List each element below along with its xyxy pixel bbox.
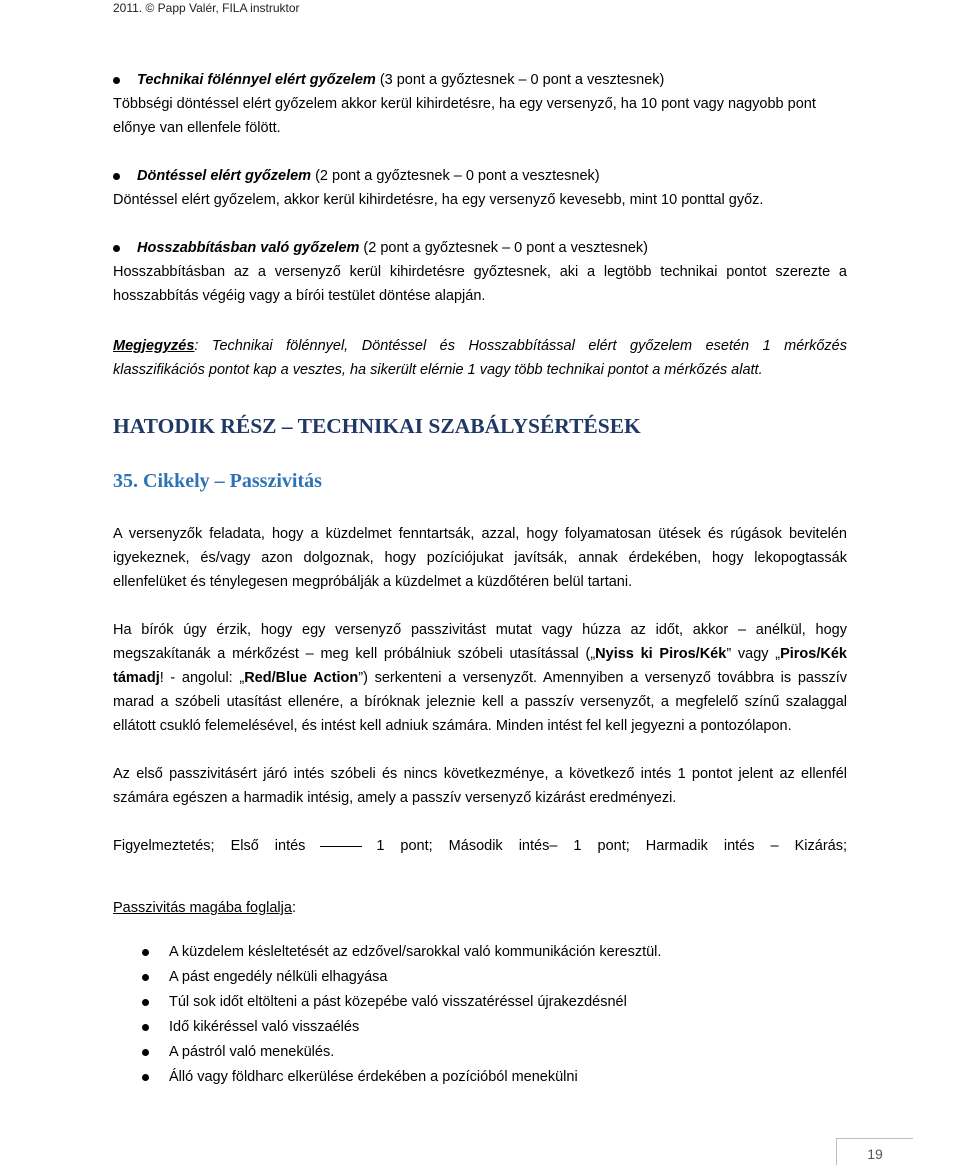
warning-line <box>113 834 847 858</box>
bullet-heading <box>137 164 847 188</box>
note-paragraph <box>113 334 847 382</box>
list-item-text: Idő kikéréssel való visszaélés <box>169 1019 360 1035</box>
list-heading-text: Passzivitás magába foglalja <box>113 900 292 916</box>
bullet-icon <box>142 1074 149 1081</box>
warning-rest: 1 pont; Második intés– 1 pont; Harmadik intés – Kizárás; <box>376 838 847 854</box>
list-item <box>113 1015 847 1040</box>
list-item-text: A pást engedély nélküli elhagyása <box>169 969 388 985</box>
bullet-icon <box>142 999 149 1006</box>
note-label: Megjegyzés <box>113 338 195 354</box>
command-red-blue-open: Nyiss ki Piros/Kék <box>595 646 727 662</box>
list-heading-colon: : <box>291 900 296 916</box>
bullet-icon <box>113 245 120 252</box>
bullet-text: Hosszabbításban az a versenyző kerül kihirdetésre győztesnek, aki a legtöbb technikai pontot szerezte a hosszabbítás végéig vagy a bírói testület döntése alapján. <box>113 264 847 304</box>
dash-separator <box>320 846 362 847</box>
bullet-decision <box>113 164 847 188</box>
bullet-points: (2 pont a győztesnek – 0 pont a vesztesnek) <box>359 240 648 256</box>
command-red-blue-action: Red/Blue Action <box>244 670 359 686</box>
part-title: HATODIK RÉSZ – TECHNIKAI SZABÁLYSÉRTÉSEK <box>113 414 641 438</box>
list-item <box>113 990 847 1015</box>
document-body <box>113 68 847 1090</box>
paragraph-passivity-warning <box>113 618 847 738</box>
text-run: Ha bírók úgy érzik, hogy egy versenyző passzivitást mutat vagy húzza az időt, akkor – anélkül, hogy megszakítanák a mérkőzést – meg kell próbálniuk szóbeli utasítással („ <box>113 622 847 662</box>
warning-first: Figyelmeztetés; Első intés <box>113 838 306 854</box>
bullet-icon <box>142 949 149 956</box>
bullet-title: Döntéssel elért győzelem <box>137 168 312 184</box>
text-run: ”) serkenteni a versenyzőt. Amennyiben a versenyző továbbra is passzív marad a szóbeli utasítást ellenére, a bíróknak jeleznie kell a passzív versenyzőt, a megfelelő színű szalaggal ellátott csukló felemelésével, és intést kell adniuk számára. Minden intést fel kell jegyezni a pontozólapon. <box>113 670 847 734</box>
bullet-points: (3 pont a győztesnek – 0 pont a vesztesnek) <box>375 72 665 88</box>
page-number: 19 <box>836 1138 913 1165</box>
list-item-text: A pástról való menekülés. <box>169 1044 335 1060</box>
note-text: : Technikai fölénnyel, Döntéssel és Hosszabbítással elért győzelem esetén 1 mérkőzés klasszifikációs pontot kap a vesztes, ha sikerült elérnie 1 vagy több technikai pontot a mérkőzés alatt. <box>113 338 847 378</box>
list-item-text: A küzdelem késleltetését az edzővel/sarokkal való kommunikáción keresztül. <box>169 944 662 960</box>
bullet-technical-superiority <box>113 68 847 92</box>
paragraph-duties: A versenyzők feladata, hogy a küzdelmet fenntartsák, azzal, hogy folyamatosan ütések és rúgások bevitelén igyekeznek, és/vagy azon dolgoznak, hogy pozíciójukat javítsák, annak érdekében, hogy lekopogtassák ellenfelüket és ténylegesen megpróbálják a küzdelmet a küzdőtéren belül tartani. <box>113 526 847 590</box>
bullet-text: Döntéssel elért győzelem, akkor kerül kihirdetésre, ha egy versenyző kevesebb, mint 10 ponttal győz. <box>113 192 764 208</box>
bullet-icon <box>142 974 149 981</box>
article-title: 35. Cikkely – Passzivitás <box>113 470 322 492</box>
bullet-icon <box>142 1049 149 1056</box>
command-red-blue-attack: Piros/Kék támadj <box>113 646 847 686</box>
list-item <box>113 965 847 990</box>
text-run: ” vagy „ <box>726 646 781 662</box>
bullet-overtime <box>113 236 847 260</box>
list-item-text: Álló vagy földharc elkerülése érdekében a pozícióból menekülni <box>169 1069 578 1085</box>
bullet-heading <box>137 236 847 260</box>
bullet-title: Technikai fölénnyel elért győzelem <box>137 72 376 88</box>
bullet-icon <box>142 1024 149 1031</box>
bullet-icon <box>113 173 120 180</box>
bullet-icon <box>113 77 120 84</box>
passivity-list <box>113 940 847 1090</box>
bullet-title: Hosszabbításban való győzelem <box>137 240 360 256</box>
list-item-text: Túl sok időt eltölteni a pást közepébe való visszatéréssel újrakezdésnél <box>169 994 627 1010</box>
paragraph-penalties: Az első passzivitásért járó intés szóbeli és nincs következménye, a következő intés 1 pontot jelent az ellenfél számára egészen a harmadik intésig, amely a passzív versenyző kizárást eredményezi. <box>113 766 847 806</box>
list-item <box>113 940 847 965</box>
text-run: ! - angolul: „ <box>159 670 245 686</box>
bullet-text: Többségi döntéssel elért győzelem akkor kerül kihirdetésre, ha egy versenyző, ha 10 pont vagy nagyobb pont előnye van ellenfele fölött. <box>113 96 816 136</box>
list-item <box>113 1040 847 1065</box>
bullet-points: (2 pont a győztesnek – 0 pont a vesztesnek) <box>311 168 600 184</box>
list-heading <box>113 896 847 920</box>
page-header: 2011. © Papp Valér, FILA instruktor <box>113 1 300 15</box>
list-item <box>113 1065 847 1090</box>
bullet-heading <box>137 68 847 92</box>
